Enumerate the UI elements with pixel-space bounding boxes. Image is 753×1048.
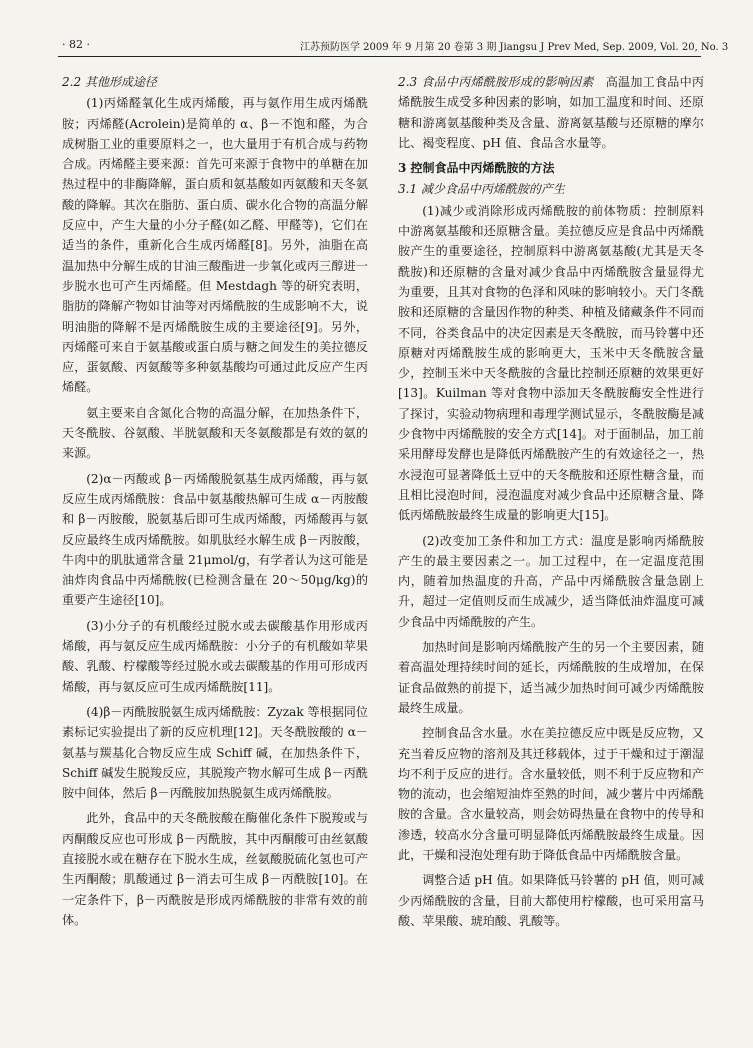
paragraph: (2)改变加工条件和加工方式：温度是影响丙烯酰胺产生的最主要因素之一。加工过程中，在一定温度范围内，随着加热温度的升高，产品中丙烯酰胺含量急剧上升，超过一定值则反而生成减少，适当降低油炸温度可减少食品中丙烯酰胺的产生。 [398,533,704,629]
paragraph: 控制食品含水量。水在美拉德反应中既是反应物，又充当着反应物的溶剂及其迁移载体，过于干燥和过于潮湿均不利于反应的进行。含水量较低，则不利于反应物和产物的流动，也会缩短油炸至熟的时间，减少薯片中丙烯酰胺的含量。含水量较高，则会妨碍热量在食物中的传导和渗透，较高水分含量可明显降低丙烯酰胺最终生成量。因此，干燥和浸泡处理有助于降低食品中丙烯酰胺含量。 [398,726,704,862]
paragraph: (4)β－丙酰胺脱氨生成丙烯酰胺：Zyzak 等根据同位素标记实验提出了新的反应机理[12]。天冬酰胺酸的 α－氨基与羰基化合物反应生成 Schiff 碱，在加热条件下，Schiff 碱发生脱羧反应，其脱羧产物水解可生成 β－丙酰胺中间体，然后 β－丙酰胺加热脱氨生成丙烯酰胺。 [62,704,368,801]
section-2-3 [398,72,704,153]
page-number: · 82 · [62,38,90,51]
paragraph: 此外，食品中的天冬酰胺酸在酶催化条件下脱羧或与丙酮酸反应也可形成 β－丙酰胺，其中丙酮酸可由丝氨酸直接脱水或在糖存在下脱水生成，丝氨酸脱硫化氢也可产生丙酮酸；肌酸通过 β－消去可生成 β－丙酰胺[10]。在一定条件下，β－丙酰胺是形成丙烯酰胺的非常有效的前体。 [62,811,368,927]
paragraph: 加热时间是影响丙烯酰胺产生的另一个主要因素，随着高温处理持续时间的延长，丙烯酰胺的生成增加，在保证食品做熟的前提下，适当减少加热时间可减少丙烯酰胺最终生成量。 [398,640,704,715]
journal-header: 江苏预防医学 2009 年 9 月第 20 卷第 3 期 Jiangsu J Prev Med, Sep. 2009, Vol. 20, No. 3 [300,42,729,53]
section-heading-2-3: 2.3 食品中丙烯酰胺形成的影响因素 [398,75,594,89]
paragraph: 调整合适 pH 值。如果降低马铃薯的 pH 值，则可减少丙烯酰胺的含量，目前大都使用柠檬酸，也可采用富马酸、苹果酸、琥珀酸、乳酸等。 [398,873,704,928]
paragraph: (1)丙烯醛氧化生成丙烯酸，再与氨作用生成丙烯酰胺；丙烯醛(Acrolein)是简单的 α、β－不饱和醛，为合成树脂工业的重要原料之一，也大量用于有机合成与药物合成。丙烯醛主要来源：首先可来源于食物中的单糖在加热过程中的非酶降解，蛋白质和氨基酸如丙氨酸和天冬氨酸的降解。其次在脂肪、蛋白质、碳水化合物的高温分解反应中，产生大量的小分子醛(如乙醛、甲醛等)，它们在适当的条件，重新化合生成丙烯醛[8]。另外，油脂在高温加热中分解生成的甘油三酸酯进一步氧化或丙三醇进一步脱水也可产生丙烯醛。但 Mestdagh 等的研究表明，脂肪的降解产物如甘油等对丙烯酰胺的生成影响不大，说明油脂的降解不是丙烯酰胺生成的主要途径[9]。另外，丙烯醛可来自于氨基酸或蛋白质与糖之间发生的美拉德反应，蛋氨酸、丙氨酸等多种氨基酸均可通过此反应产生丙烯醛。 [62,96,368,395]
paragraph: 氨主要来自含氮化合物的高温分解，在加热条件下，天冬酰胺、谷氨酸、半胱氨酸和天冬氨酸都是有效的氨的来源。 [62,405,368,461]
section-heading-2-2: 2.2 其他形成途径 [62,75,157,89]
paragraph: (3)小分子的有机酸经过脱水或去碳酸基作用形成丙烯酸，再与氨反应生成丙烯酰胺：小分子的有机酸如苹果酸、乳酸、柠檬酸等经过脱水或去碳酸基的作用可形成丙烯酸，再与氨反应可生成丙烯酰胺[11]。 [62,618,368,694]
paragraph: (1)减少或消除形成丙烯酰胺的前体物质：控制原料中游离氨基酸和还原糖含量。美拉德反应是食品中丙烯酰胺产生的重要途径，控制原料中游离氨基酸(尤其是天冬酰胺)和还原糖的含量对减少食品中丙烯酰胺含量显得尤为重要，且其对食物的色泽和风味的影响较小。天门冬酰胺和还原糖的含量因作物的种类、种植及储藏条件不同而不同，谷类食品中的决定因素是天冬酰胺，而马铃薯中还原糖对丙烯酰胺生成的影响更大，玉米中天冬酰胺含量少，控制玉米中天冬酰胺的含量比控制还原糖的效果更好[13]。Kuilman 等对食物中添加天冬酰胺酶安全性进行了探讨，实验动物病理和毒理学测试显示，冬酰胺酶是减少食物中丙烯酰胺的安全方式[14]。对于面制品，加工前采用酵母发酵也是降低丙烯酰胺产生的有效途径之一，热水浸泡可显著降低土豆中的天冬酰胺和还原性糖含量，而且相比浸泡时间，浸泡温度对减少食品中还原糖含量、降低丙烯酰胺最终生成量的影响更大[15]。 [398,203,704,523]
right-column [398,72,704,936]
section-heading-3: 3 控制食品中丙烯酰胺的方法 [398,161,555,176]
section-heading-3-1: 3.1 减少食品中丙烯酰胺的产生 [398,182,565,197]
paragraph: (2)α－丙酸或 β－丙烯酸脱氨基生成丙烯酸，再与氨反应生成丙烯酰胺：食品中氨基酸热解可生成 α－丙胺酸和 β－丙胺酸，脱氨基后即可生成丙烯酸，丙烯酸再与氨反应最终生成丙烯酰胺。如肌肽经水解生成 β－丙胺酸，牛肉中的肌肽通常含量 21μmol/g，有学者认为这可能是油炸肉食品中丙烯酰胺(已检测含量在 20～50μg/kg)的重要产生途径[10]。 [62,471,368,608]
paragraph: 高温加工食品中丙烯酰胺生成受多种因素的影响，如加工温度和时间、还原糖和游离氨基酸种类及含量、游离氨基酸与还原糖的摩尔比、褐变程度、pH 值、食品含水量等。 [398,75,704,150]
header-rule [58,56,701,57]
left-column [62,72,368,935]
